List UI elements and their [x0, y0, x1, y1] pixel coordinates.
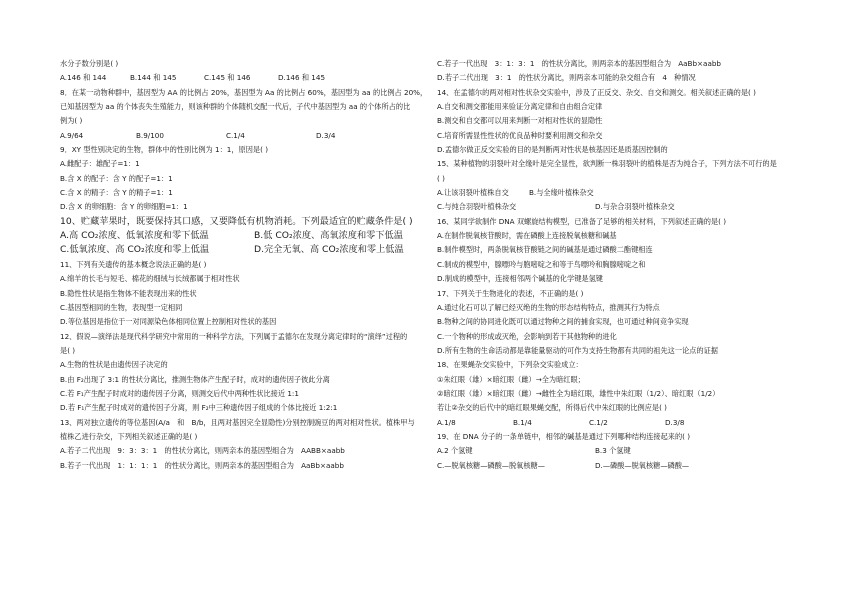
question-18-options	[437, 416, 817, 430]
option-c: C.145 和 146	[204, 73, 251, 83]
question-17-option-c: C.一个物种的形成或灭绝，会影响到若干其他物种的进化	[437, 331, 617, 341]
question-15-line-2: ( )	[437, 173, 445, 183]
option-a: A.让该羽裂叶植株自交	[437, 188, 509, 198]
option-a: A.1/8	[437, 417, 456, 427]
option-d: D.146 和 145	[278, 73, 326, 83]
question-18-question: 若让②杂交的后代中的暗红眼果蝇交配，所得后代中朱红眼的比例应是( )	[437, 403, 667, 413]
option-b: B.144 和 145	[130, 73, 177, 83]
option-d: D.—磷酸—脱氧核糖—磷酸—	[595, 460, 690, 470]
right-column	[437, 57, 817, 473]
question-9-option-b: B.含 X 的配子：含 Y 的配子=1：1	[60, 173, 173, 183]
question-17-option-b: B.物种之间的协同进化既可以通过物种之间的捕食实现，也可通过种间竞争实现	[437, 317, 689, 327]
question-11-option-b: B.隐性性状是指生物体不能表现出来的性状	[60, 288, 197, 298]
question-15-line-1: 15、某种植物的羽裂叶对全缘叶是完全显性，欲判断一株羽裂叶的植株是否为纯合子，下列方法不可行的是	[437, 159, 777, 169]
option-b: B.9/100	[136, 130, 164, 140]
option-c: C.1/4	[226, 130, 245, 140]
question-15-options-ab	[437, 186, 817, 200]
question-16-option-c: C.制成的模型中，腺嘌呤与胞嘧啶之和等于鸟嘌呤和胸腺嘧啶之和	[437, 259, 646, 269]
question-12-option-d: D.若 F₁产生配子时成对的遗传因子分离，则 F₂中三种遗传因子组成的个体比接近 1:2:1	[60, 403, 338, 413]
question-19-options-cd	[437, 459, 817, 473]
option-b: B.低 CO₂浓度、高氧浓度和零下低温	[254, 230, 403, 242]
question-9-option-d: D.含 X 的卵细胞：含 Y 的卵细胞=1：1	[60, 202, 188, 212]
left-column	[60, 57, 440, 473]
question-9-option-c: C.含 X 的精子：含 Y 的精子=1：1	[60, 188, 173, 198]
question-18-stem: 18、在果蝇杂交实验中，下列杂交实验成立：	[437, 360, 583, 370]
question-7-options	[60, 71, 440, 85]
question-13-option-a: A.若子二代出现 9：3：3：1 的性状分离比，则两亲本的基因型组合为 AABB×aabb	[60, 446, 345, 456]
option-d: D.完全无氧、高 CO₂浓度和零上低温	[254, 244, 404, 256]
question-14-stem: 14、在孟德尔的两对相对性状杂交实验中，涉及了正反交、杂交、自交和测交。相关叙述正确的是( )	[437, 87, 756, 97]
option-c: C.—脱氧核糖—磷酸—脱氧核糖—	[437, 460, 545, 470]
question-16-option-b: B.制作模型时，两条脱氧核苷酸链之间的碱基是通过磷酸二酯键相连	[437, 245, 653, 255]
question-16-option-d: D.制成的模型中，连接相邻两个碱基的化学键是氢键	[437, 274, 603, 284]
question-18-cross-2: ②暗红眼（雄）×暗红眼（雌）→雌性全为暗红眼，雄性中朱红眼（1/2）、暗红眼（1/2）	[437, 388, 720, 398]
question-13-line-2: 植株乙进行杂交，下列相关叙述正确的是( )	[60, 431, 198, 441]
question-8-line-3: 例为( )	[60, 116, 83, 126]
question-10-stem: 10、贮藏苹果时，既要保持其口感，又要降低有机物消耗。下列最适宜的贮藏条件是( )	[60, 215, 413, 227]
question-12-line-1: 12、假说—演绎法是现代科学研究中常用的一种科学方法，下列属于孟德尔在发现分离定律时的“演绎”过程的	[60, 331, 408, 341]
question-7-tail: 水分子数分别是( )	[60, 59, 119, 68]
option-d: D.与杂合羽裂叶植株杂交	[595, 202, 675, 212]
question-13-option-d: D.若子二代出现 3：1 的性状分离比，则两亲本可能的杂交组合有 4 种情况	[437, 73, 696, 83]
question-9-option-a: A.雌配子：雄配子=1：1	[60, 159, 140, 169]
question-17-option-d: D.所有生物的生命活动都是靠能量驱动的可作为支持生物都有共同的祖先这一论点的证据	[437, 345, 718, 355]
option-b: B.3 个氢键	[595, 446, 631, 456]
question-12-line-2: 是( )	[60, 345, 76, 355]
question-15-options-cd	[437, 200, 817, 214]
question-18-cross-1: ①朱红眼（雄）×暗红眼（雌）→全为暗红眼；	[437, 374, 585, 384]
question-14-option-a: A.自交和测交都能用来验证分离定律和自由组合定律	[437, 102, 603, 112]
question-19-options-ab	[437, 444, 817, 458]
question-11-option-d: D.等位基因是指位于一对同源染色体相同位置上控制相对性状的基因	[60, 317, 277, 327]
option-c: C.与纯合羽裂叶植株杂交	[437, 202, 517, 212]
option-d: D.3/8	[665, 417, 685, 427]
question-11-stem: 11、下列有关遗传的基本概念说法正确的是( )	[60, 259, 207, 269]
question-12-option-b: B.由 F₂出现了 3:1 的性状分离比，推测生物体产生配子时，成对的遗传因子彼此分离	[60, 374, 330, 384]
question-19-stem: 19、在 DNA 分子的一条单链中，相邻的碱基是通过下列哪种结构连接起来的( )	[437, 431, 691, 441]
question-13-line-1: 13、两对独立遗传的等位基因(A/a 和 B/b，且两对基因完全显隐性)分别控制豌豆的两对相对性状。植株甲与	[60, 417, 415, 427]
option-c: C.低氧浓度、高 CO₂浓度和零上低温	[60, 244, 210, 256]
question-17-option-a: A.通过化石可以了解已经灭绝的生物的形态结构特点，推测其行为特点	[437, 302, 660, 312]
option-a: A.2 个氢键	[437, 446, 473, 456]
question-16-option-a: A.在制作脱氧核苷酸时，需在磷酸上连接脱氧核糖和碱基	[437, 231, 617, 241]
question-14-option-c: C.培育所需显性性状的优良品种时要利用测交和杂交	[437, 130, 603, 140]
question-8-options	[60, 129, 440, 143]
question-11-option-a: A.绵羊的长毛与短毛、棉花的细绒与长绒都属于相对性状	[60, 274, 240, 284]
question-14-option-d: D.孟德尔做正反交实验的目的是判断两对性状是核基因还是质基因控制的	[437, 145, 668, 155]
question-11-option-c: C.基因型相同的生物，表现型一定相同	[60, 302, 183, 312]
question-12-option-c: C.若 F₁产生配子时成对的遗传因子分离，则测交后代中两种性状比接近 1:1	[60, 388, 299, 398]
option-b: B.1/4	[513, 417, 532, 427]
question-10-options-cd	[60, 243, 440, 257]
option-a: A.高 CO₂浓度、低氧浓度和零下低温	[60, 230, 209, 242]
question-13-option-c: C.若子一代出现 3：1：3：1 的性状分离比，则两亲本的基因型组合为 AaBb×aabb	[437, 59, 721, 68]
question-8-line-1: 8．在某一动物种群中，基因型为 AA 的比例占 20%，基因型为 Aa 的比例占 60%，基因型为 aa 的比例占 20%，	[60, 87, 428, 97]
question-14-option-b: B.测交和自交都可以用来判断一对相对性状的显隐性	[437, 116, 603, 126]
question-12-option-a: A.生物的性状是由遗传因子决定的	[60, 360, 168, 370]
option-c: C.1/2	[589, 417, 608, 427]
question-9-stem: 9．XY 型性别决定的生物，群体中的性别比例为 1：1，原因是( )	[60, 145, 268, 155]
question-16-stem: 16、某同学欲制作 DNA 双螺旋结构模型，已准备了足够的相关材料，下列叙述正确的是( )	[437, 216, 727, 226]
question-17-stem: 17、下列关于生物进化的表述，不正确的是( )	[437, 288, 584, 298]
option-b: B.与全缘叶植株杂交	[529, 188, 594, 198]
option-a: A.146 和 144	[60, 73, 107, 83]
question-13-option-b: B.若子一代出现 1：1：1：1 的性状分离比，则两亲本的基因型组合为 AaBb×aabb	[60, 460, 344, 470]
question-8-line-2: 已知基因型为 aa 的个体丧失生殖能力，则该种群的个体随机交配一代后，子代中基因型为 aa 的个体所占的比	[60, 102, 411, 112]
option-a: A.9/64	[60, 130, 84, 140]
option-d: D.3/4	[316, 130, 336, 140]
question-10-options-ab	[60, 229, 440, 243]
